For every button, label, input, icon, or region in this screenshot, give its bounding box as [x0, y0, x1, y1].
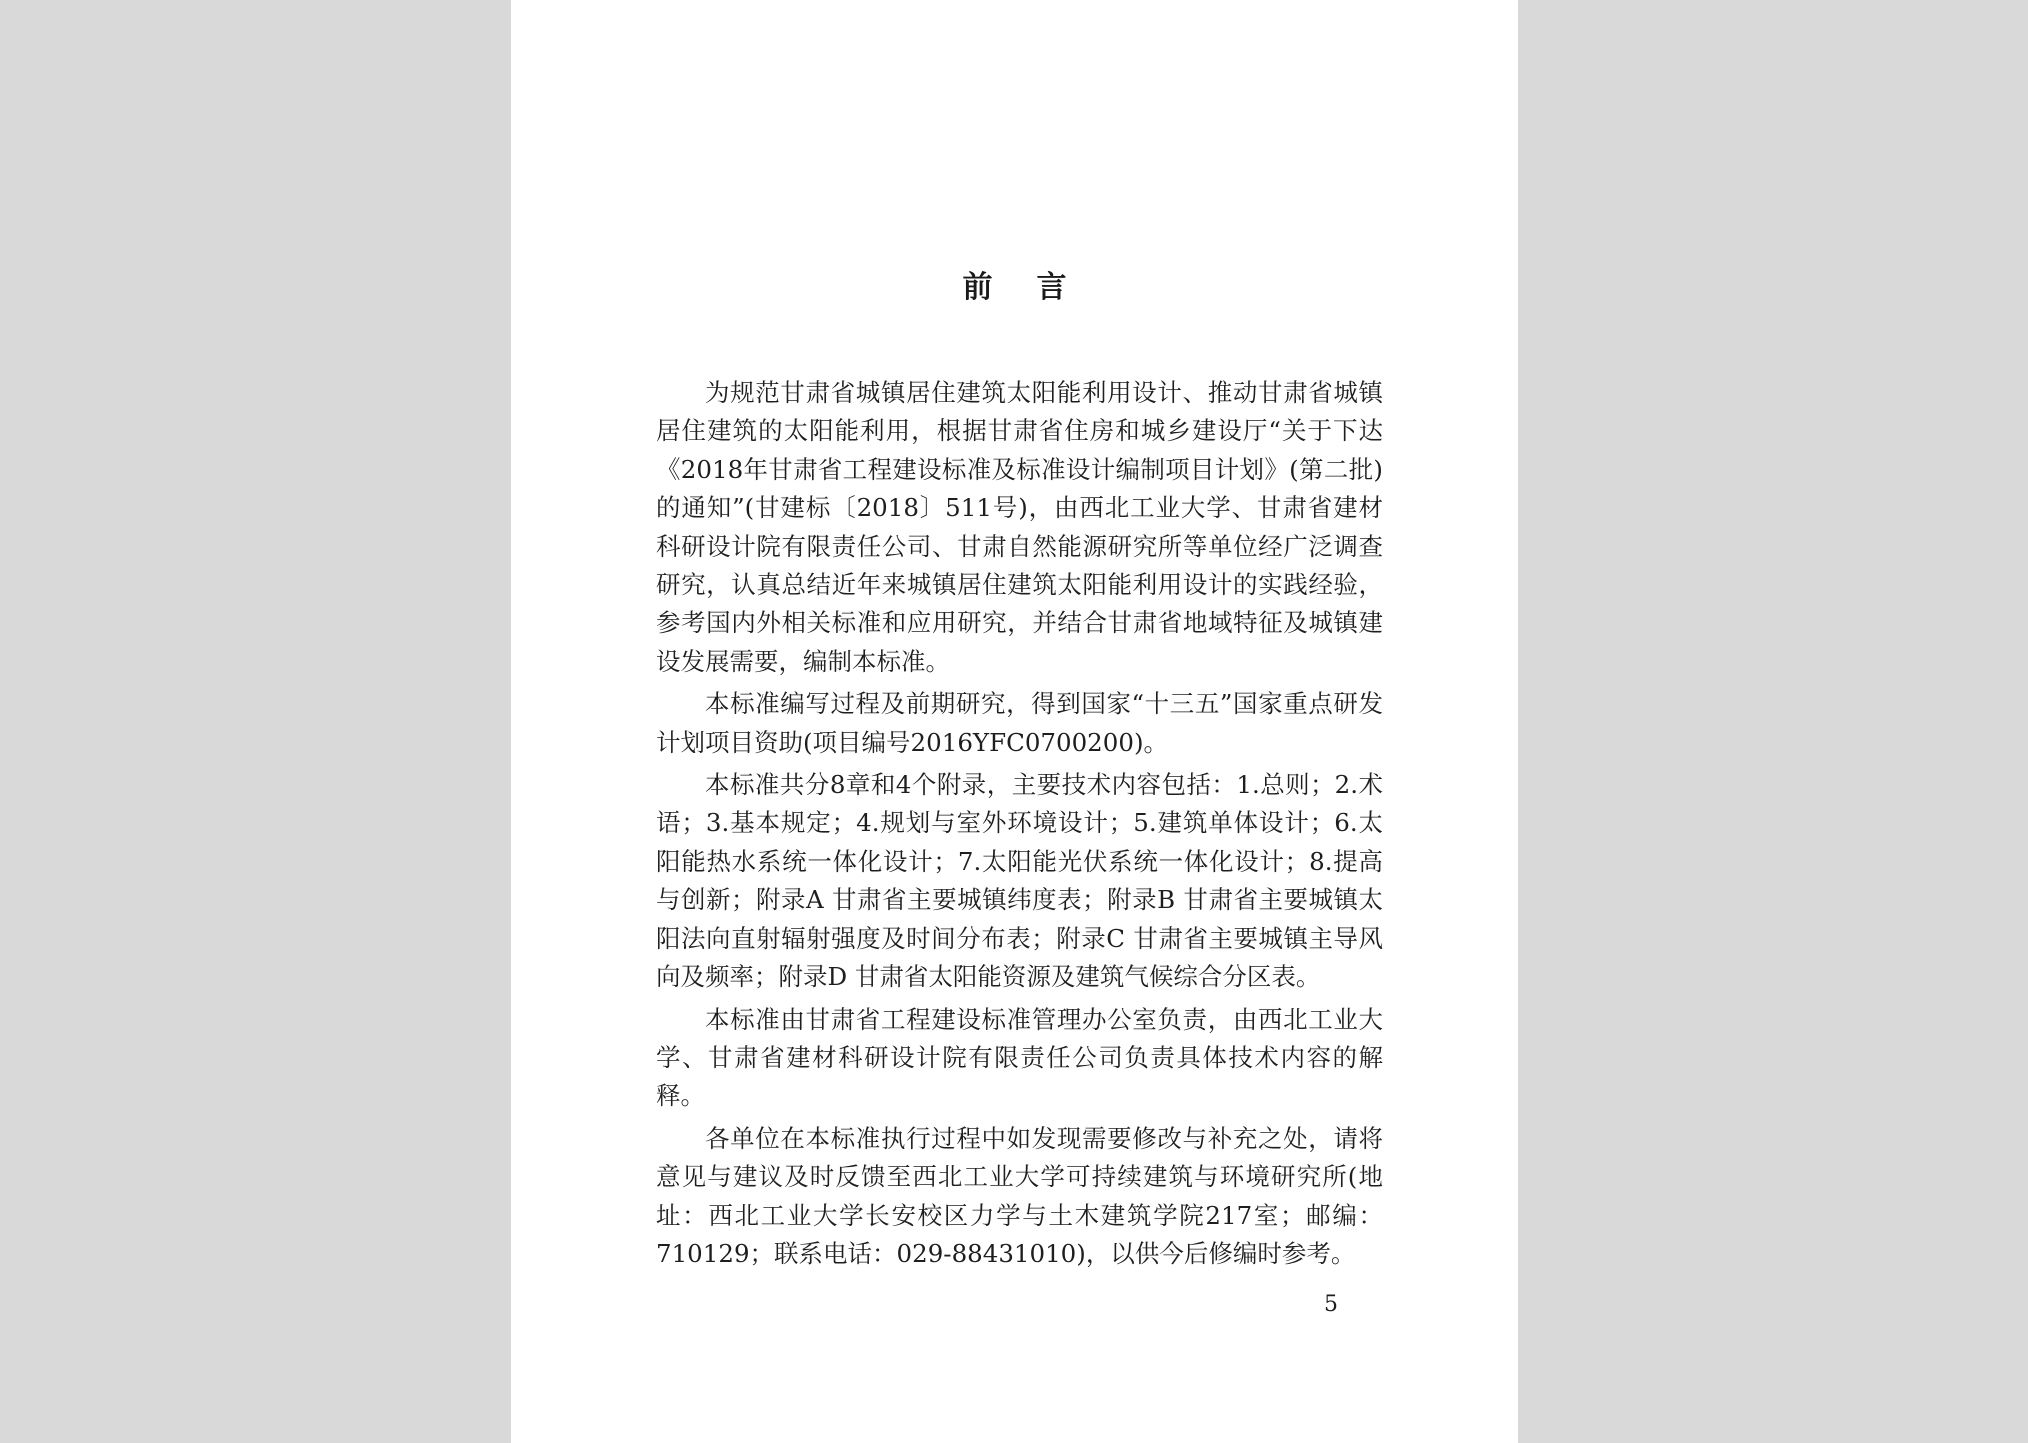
paragraph: 本标准编写过程及前期研究，得到国家“十三五”国家重点研发计划项目资助(项目编号2016YFC0700200)。 [656, 689, 1383, 757]
title-char: 言 [1036, 270, 1067, 305]
paragraph: 本标准共分8章和4个附录，主要技术内容包括：1.总则；2.术语；3.基本规定；4.规划与室外环境设计；5.建筑单体设计；6.太阳能热水系统一体化设计；7.太阳能光伏系统一体化设计；8.提高与创新；附录A 甘肃省主要城镇纬度表；附录B 甘肃省主要城镇太阳法向直射辐射强度及时间分布表；附录C 甘肃省主要城镇主导风向及频率；附录D 甘肃省太阳能资源及建筑气候综合分区表。 [656, 770, 1383, 992]
paragraph: 各单位在本标准执行过程中如发现需要修改与补充之处，请将意见与建议及时反馈至西北工业大学可持续建筑与环境研究所(地址：西北工业大学长安校区力学与土木建筑学院217室；邮编：710129；联系电话：029-88431010)，以供今后修编时参考。 [656, 1123, 1383, 1268]
page-number: 5 [1324, 1292, 1338, 1317]
page-title [511, 262, 1518, 306]
document-page [511, 0, 1518, 1443]
preface-body [656, 374, 1383, 1277]
title-char: 前 [962, 270, 993, 305]
paragraph: 为规范甘肃省城镇居住建筑太阳能利用设计、推动甘肃省城镇居住建筑的太阳能利用，根据甘肃省住房和城乡建设厅“关于下达《2018年甘肃省工程建设标准及标准设计编制项目计划》(第二批)的通知”(甘建标〔2018〕511号)，由西北工业大学、甘肃省建材科研设计院有限责任公司、甘肃自然能源研究所等单位经广泛调查研究，认真总结近年来城镇居住建筑太阳能利用设计的实践经验，参考国内外相关标准和应用研究，并结合甘肃省地域特征及城镇建设发展需要，编制本标准。 [656, 378, 1383, 676]
paragraph: 本标准由甘肃省工程建设标准管理办公室负责，由西北工业大学、甘肃省建材科研设计院有限责任公司负责具体技术内容的解释。 [656, 1004, 1383, 1111]
